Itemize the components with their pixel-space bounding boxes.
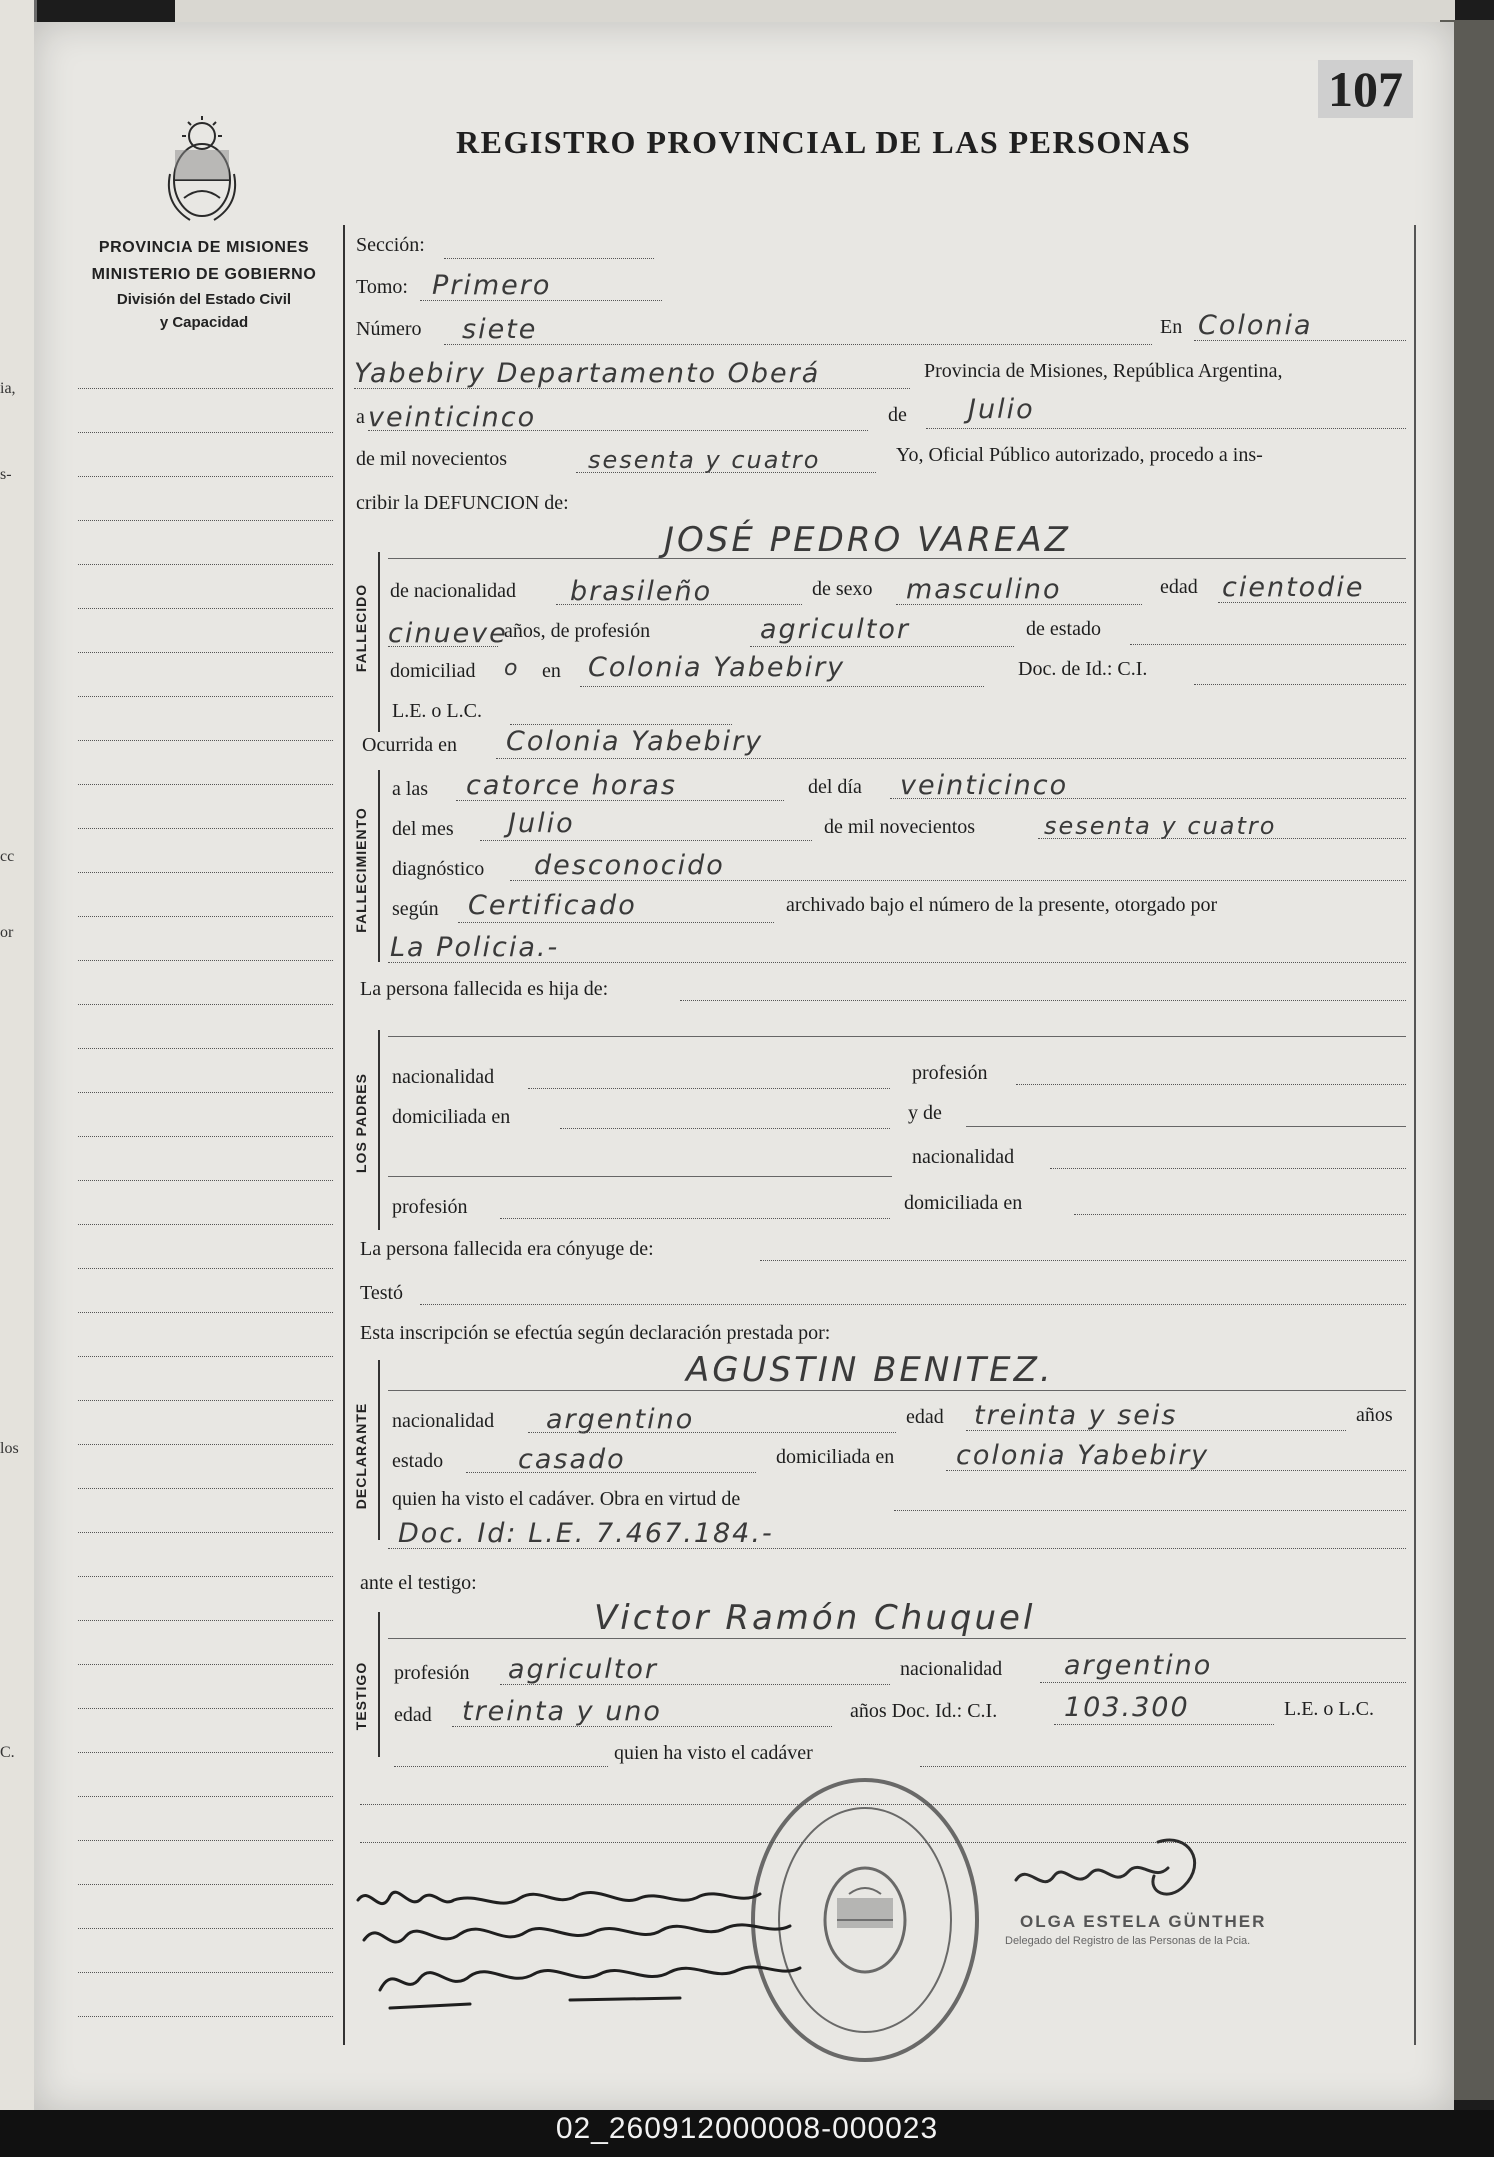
testo-line — [420, 1304, 1406, 1305]
segun-value: Certificado — [468, 890, 637, 921]
declarante-edad-label: edad — [906, 1406, 944, 1428]
archivado-text: archivado bajo el número de la presente, otorgado por — [786, 894, 1218, 916]
margin-line — [78, 696, 333, 697]
mil-label: de mil novecientos — [824, 816, 976, 838]
fallecimiento-mes-line — [480, 840, 812, 841]
fallecimiento-dia-line — [890, 798, 1406, 799]
margin-line — [78, 1620, 333, 1621]
margin-line — [78, 652, 333, 653]
declarante-nacionalidad-label: nacionalidad — [392, 1410, 495, 1432]
margin-line — [78, 1180, 333, 1181]
testigo-nacionalidad-value: argentino — [1064, 1650, 1213, 1681]
form-right-rule — [1414, 225, 1416, 2045]
anio-label: de mil novecientos — [356, 448, 508, 470]
margin-line — [78, 1444, 333, 1445]
le-line — [510, 724, 732, 725]
edad-label: edad — [1160, 576, 1198, 598]
locality-line — [354, 388, 910, 389]
domicilio-value: Colonia Yabebiry — [588, 652, 846, 683]
hija-de-label: La persona fallecida es hija de: — [360, 978, 609, 1000]
padres-side-label: LOS PADRES — [353, 1073, 369, 1173]
sexo-value: masculino — [906, 574, 1062, 605]
testigo-edad-label: edad — [394, 1704, 432, 1726]
testigo-visto-line-left — [394, 1766, 608, 1767]
left-page-fragment: or — [0, 924, 14, 941]
declarante-doc-value: Doc. Id: L.E. 7.467.184.- — [398, 1518, 774, 1549]
otorgado-line — [388, 962, 1406, 963]
dia-value: veinticinco — [368, 402, 537, 433]
stamp-official-name: OLGA ESTELA GÜNTHER — [1020, 1912, 1267, 1931]
fallecimiento-anio-value: sesenta y cuatro — [1044, 812, 1277, 840]
profesion-value: agricultor — [760, 614, 910, 645]
horas-line — [456, 800, 784, 801]
anios-profesion-label: años, de profesión — [504, 620, 651, 642]
padre-name-line — [388, 1036, 1406, 1037]
margin-line — [78, 1664, 333, 1665]
doc-label: Doc. de Id.: C.I. — [1018, 658, 1148, 680]
margin-line — [78, 432, 333, 433]
edad-line — [1218, 602, 1406, 603]
margin-line — [78, 1136, 333, 1137]
declarante-nacionalidad-line — [528, 1432, 896, 1433]
margin-line — [78, 2016, 333, 2017]
tomo-value: Primero — [432, 270, 552, 301]
division-name: División del Estado Civil — [116, 291, 292, 308]
declarante-edad-value: treinta y seis — [974, 1400, 1178, 1431]
en-line — [1194, 340, 1406, 341]
profesion-line — [750, 646, 1014, 647]
margin-line — [78, 520, 333, 521]
sexo-line — [896, 604, 1142, 605]
margin-line — [78, 1356, 333, 1357]
margin-line — [78, 784, 333, 785]
fallecimiento-anio-line — [1038, 838, 1406, 839]
padre-nacionalidad-label: nacionalidad — [392, 1066, 495, 1088]
testigo-name-line — [388, 1638, 1406, 1639]
padre-extra-line — [388, 1176, 892, 1177]
tomo-line — [420, 300, 662, 301]
diagnostico-line — [510, 880, 1406, 881]
numero-line — [444, 344, 1152, 345]
margin-line — [78, 1312, 333, 1313]
left-page-fragment: C. — [0, 1744, 15, 1761]
locality-value: Yabebiry Departamento Oberá — [354, 358, 821, 389]
testigo-label: ante el testigo: — [360, 1572, 477, 1594]
hija-de-line — [680, 1000, 1406, 1001]
margin-line — [78, 388, 333, 389]
testigo-anios-doc-label: años Doc. Id.: C.I. — [850, 1700, 998, 1722]
left-page-fragment: s- — [0, 466, 12, 483]
fallecimiento-section-rule — [378, 770, 380, 962]
left-page-edge — [0, 0, 37, 2120]
division-subname: y Capacidad — [159, 314, 249, 331]
madre-nacionalidad-label: nacionalidad — [912, 1146, 1015, 1168]
testigo-nacionalidad-label: nacionalidad — [900, 1658, 1003, 1680]
anio-line — [576, 472, 876, 473]
testigo-name: Victor Ramón Chuquel — [594, 1598, 1036, 1638]
estado-line — [1130, 644, 1406, 645]
left-page-fragment: cc — [0, 848, 15, 865]
fallecimiento-dia-value: veinticinco — [900, 770, 1069, 801]
declarante-doc-line — [388, 1548, 1406, 1549]
margin-line — [78, 1532, 333, 1533]
provincia-text: Provincia de Misiones, República Argentina, — [924, 360, 1283, 382]
sexo-label: de sexo — [812, 578, 873, 600]
anio-value: sesenta y cuatro — [588, 446, 821, 474]
numero-label: Número — [356, 318, 422, 340]
fallecido-name: JOSÉ PEDRO VAREAZ — [664, 520, 1071, 560]
horas-value: catorce horas — [466, 770, 677, 801]
diagnostico-value: desconocido — [534, 850, 725, 881]
margin-line — [78, 1796, 333, 1797]
testigo-edad-line — [452, 1726, 832, 1727]
declarante-domiciliada-label: domiciliada en — [776, 1446, 895, 1468]
margin-line — [78, 1928, 333, 1929]
nacionalidad-value: brasileño — [570, 576, 713, 607]
nacionalidad-label: de nacionalidad — [390, 580, 517, 602]
declarante-name-line — [388, 1390, 1406, 1391]
madre-domiciliada-line — [1074, 1214, 1406, 1215]
madre-profesion-label: profesión — [392, 1196, 468, 1218]
edad-value-1: cientodie — [1222, 572, 1365, 603]
testigo-visto-text: quien ha visto el cadáver — [614, 1742, 813, 1764]
a-label: a — [356, 406, 365, 428]
testigo-section-rule — [378, 1612, 380, 1757]
declaracion-label: Esta inscripción se efectúa según declaración prestada por: — [360, 1322, 831, 1344]
de-label: de — [888, 404, 907, 426]
conyuge-line — [760, 1260, 1406, 1261]
margin-line — [78, 1268, 333, 1269]
mes-value: Julio — [968, 394, 1035, 425]
image-caption: 02_260912000008-000023 — [555, 2112, 939, 2145]
mes-line — [926, 428, 1406, 429]
fallecimiento-mes-value: Julio — [508, 808, 575, 839]
left-page-fragment: los — [0, 1440, 19, 1457]
dia-line — [368, 430, 868, 431]
registrar-signature — [1008, 1832, 1223, 1922]
margin-line — [78, 1224, 333, 1225]
margin-line — [78, 1092, 333, 1093]
stamp-official-title: Delegado del Registro de las Personas de la Pcia. — [1005, 1935, 1251, 1947]
nacionalidad-line — [556, 604, 802, 605]
padre-profesion-line — [1016, 1084, 1406, 1085]
del-dia-label: del día — [808, 776, 862, 798]
padre-domiciliada-label: domiciliada en — [392, 1106, 511, 1128]
ocurrida-line — [496, 758, 1406, 759]
estado-label: de estado — [1026, 618, 1101, 640]
declarante-estado-line — [466, 1472, 756, 1473]
margin-line — [78, 740, 333, 741]
declarante-name: AGUSTIN BENITEZ. — [686, 1350, 1054, 1390]
seccion-label: Sección: — [356, 234, 425, 256]
padres-section-rule — [378, 1030, 380, 1230]
testigo-profesion-label: profesión — [394, 1662, 470, 1684]
fallecimiento-side-label: FALLECIMIENTO — [353, 807, 369, 933]
tomo-label: Tomo: — [356, 276, 408, 298]
declarante-visto-line — [894, 1510, 1406, 1511]
margin-line — [78, 1708, 333, 1709]
declarante-edad-line — [966, 1430, 1346, 1431]
testigo-nacionalidad-line — [1040, 1682, 1406, 1683]
madre-nacionalidad-line — [1050, 1168, 1406, 1169]
province-name: PROVINCIA DE MISIONES — [98, 239, 310, 256]
conyuge-label: La persona fallecida era cónyuge de: — [360, 1238, 654, 1260]
fallecido-section-rule — [378, 552, 380, 732]
ocurrida-label: Ocurrida en — [362, 734, 457, 756]
madre-domiciliada-label: domiciliada en — [904, 1192, 1023, 1214]
margin-line — [78, 1972, 333, 1973]
margin-line — [78, 564, 333, 565]
y-de-label: y de — [908, 1102, 942, 1124]
testigo-edad-value: treinta y uno — [462, 1696, 662, 1727]
fallecido-name-line — [388, 558, 1406, 559]
ocurrida-value: Colonia Yabebiry — [506, 726, 764, 757]
fallecido-side-label: FALLECIDO — [353, 583, 369, 673]
margin-line — [78, 1884, 333, 1885]
domiciliado-label: domiciliad — [390, 660, 476, 682]
ministry-name: MINISTERIO DE GOBIERNO — [91, 266, 317, 283]
edad-line-2 — [388, 646, 498, 647]
margin-line — [78, 1048, 333, 1049]
margin-line — [78, 1576, 333, 1577]
declarante-estado-value: casado — [518, 1444, 626, 1475]
testigo-profesion-line — [500, 1684, 890, 1685]
margin-line — [78, 1004, 333, 1005]
le-label: L.E. o L.C. — [392, 700, 482, 722]
left-page-fragment: ia, — [0, 380, 16, 397]
testigo-doc-value: 103.300 — [1064, 1692, 1190, 1723]
testo-label: Testó — [360, 1282, 404, 1304]
margin-line — [78, 916, 333, 917]
declarante-estado-label: estado — [392, 1450, 444, 1472]
testigo-side-label: TESTIGO — [353, 1661, 369, 1731]
domicilio-line — [580, 686, 984, 687]
diagnostico-label: diagnóstico — [392, 858, 485, 880]
domicilio-en-label: en — [542, 660, 561, 682]
oficial-text: Yo, Oficial Público autorizado, procedo a ins- — [896, 444, 1263, 466]
coat-of-arms-icon — [160, 114, 244, 226]
segun-label: según — [392, 898, 439, 920]
inscribir-text: cribir la DEFUNCION de: — [356, 492, 569, 514]
declarante-section-rule — [378, 1360, 380, 1540]
madre-profesion-line — [500, 1218, 890, 1219]
page-number: 107 — [1318, 60, 1413, 118]
margin-line — [78, 872, 333, 873]
doc-line — [1194, 684, 1406, 685]
edad-value-2: cinueve — [388, 618, 508, 649]
madre-name-line — [966, 1126, 1406, 1127]
en-value: Colonia — [1198, 310, 1313, 341]
page-title: REGISTRO PROVINCIAL DE LAS PERSONAS — [456, 124, 1192, 160]
seccion-line — [444, 258, 654, 259]
margin-line — [78, 1400, 333, 1401]
domiciliado-suffix: o — [504, 656, 520, 681]
segun-line — [458, 922, 774, 923]
signatures-handwritten — [350, 1878, 870, 2028]
government-header — [72, 234, 336, 334]
margin-line — [78, 1488, 333, 1489]
margin-line — [78, 1840, 333, 1841]
otorgado-value: La Policia.- — [390, 932, 560, 963]
form-left-rule — [343, 225, 345, 2045]
a-las-label: a las — [392, 778, 429, 800]
margin-line — [78, 476, 333, 477]
margin-line — [78, 828, 333, 829]
testigo-le-label: L.E. o L.C. — [1284, 1698, 1374, 1720]
declarante-nacionalidad-value: argentino — [546, 1404, 695, 1435]
margin-line — [78, 960, 333, 961]
numero-value: siete — [462, 314, 538, 345]
testigo-profesion-value: agricultor — [508, 1654, 658, 1685]
padre-domiciliada-line — [560, 1128, 890, 1129]
declarante-side-label: DECLARANTE — [353, 1402, 369, 1510]
padre-profesion-label: profesión — [912, 1062, 988, 1084]
declarante-visto-text: quien ha visto el cadáver. Obra en virtud de — [392, 1488, 741, 1510]
testigo-visto-line-right — [920, 1766, 1406, 1767]
declarante-domicilio-value: colonia Yabebiry — [956, 1440, 1210, 1471]
margin-line — [78, 1752, 333, 1753]
padre-nacionalidad-line — [528, 1088, 890, 1089]
en-label: En — [1160, 316, 1183, 338]
declarante-anios-label: años — [1356, 1404, 1393, 1426]
declarante-domicilio-line — [946, 1470, 1406, 1471]
testigo-doc-line — [1054, 1724, 1274, 1725]
margin-line — [78, 608, 333, 609]
del-mes-label: del mes — [392, 818, 454, 840]
